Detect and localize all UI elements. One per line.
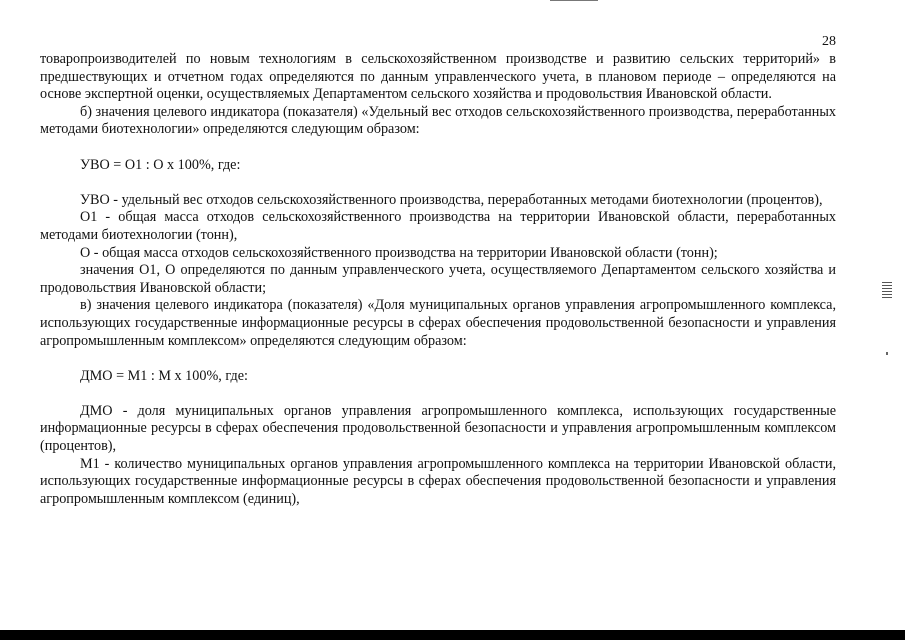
spacer <box>40 139 836 157</box>
page-number: 28 <box>822 34 836 49</box>
spacer <box>40 350 836 368</box>
scan-bottom-edge <box>0 630 905 640</box>
paragraph-continuation: товаропроизводителей по новым технологиям в сельскохозяйственном производстве и развитию сельских территорий» в предшествующих и отчетном годах определяются по данным управленческого учета, в плановом периоде – определяются на основе экспертной оценки, осуществляемых Департаментом сельского хозяйства и продовольствия Ивановской области. <box>40 51 836 103</box>
definition-o: О - общая масса отходов сельскохозяйственного производства на территории Ивановской области (тонн); <box>80 244 718 261</box>
scan-margin-dot <box>886 352 888 355</box>
formula-uvo: УВО = О1 : О х 100%, где: <box>80 156 241 173</box>
definition-m1: М1 - количество муниципальных органов управления агропромышленного комплекса на территории Ивановской области, использующих государственные информационные ресурсы в сферах обеспечения продовольственной безопасности и управления агропромышленным комплексом (единиц), <box>40 455 836 507</box>
definition-dmo: ДМО - доля муниципальных органов управления агропромышленного комплекса, использующих государственные информационные ресурсы в сферах обеспечения продовольственной безопасности и управления агропромышленным комплексом (процентов), <box>40 402 836 455</box>
scan-margin-mark <box>882 282 892 298</box>
paragraph-indicator-b: б) значения целевого индикатора (показателя) «Удельный вес отходов сельскохозяйственного производства, переработанных методами биотехнологии» определяются следующим образом: <box>40 103 836 138</box>
spacer <box>40 385 836 403</box>
definition-o1: О1 - общая масса отходов сельскохозяйственного производства на территории Ивановской области, переработанных методами биотехнологии (тонн), <box>40 209 836 243</box>
paragraph-indicator-v: в) значения целевого индикатора (показателя) «Доля муниципальных органов управления агропромышленного комплекса, использующих государственные информационные ресурсы в сферах обеспечения продовольственной безопасности и управления агропромышленным комплексом» определяются следующим образом: <box>40 297 836 349</box>
spacer <box>40 174 836 192</box>
definition-uvo: УВО - удельный вес отходов сельскохозяйственного производства, переработанных методами биотехнологии (процентов), <box>80 191 823 208</box>
paragraph-values-o1-o: значения О1, О определяются по данным управленческого учета, осуществляемого Департаментом сельского хозяйства и продовольствия Ивановской области; <box>40 262 836 296</box>
document-body <box>40 51 836 508</box>
formula-dmo: ДМО = М1 : М х 100%, где: <box>80 367 248 384</box>
top-edge-line <box>550 0 598 1</box>
